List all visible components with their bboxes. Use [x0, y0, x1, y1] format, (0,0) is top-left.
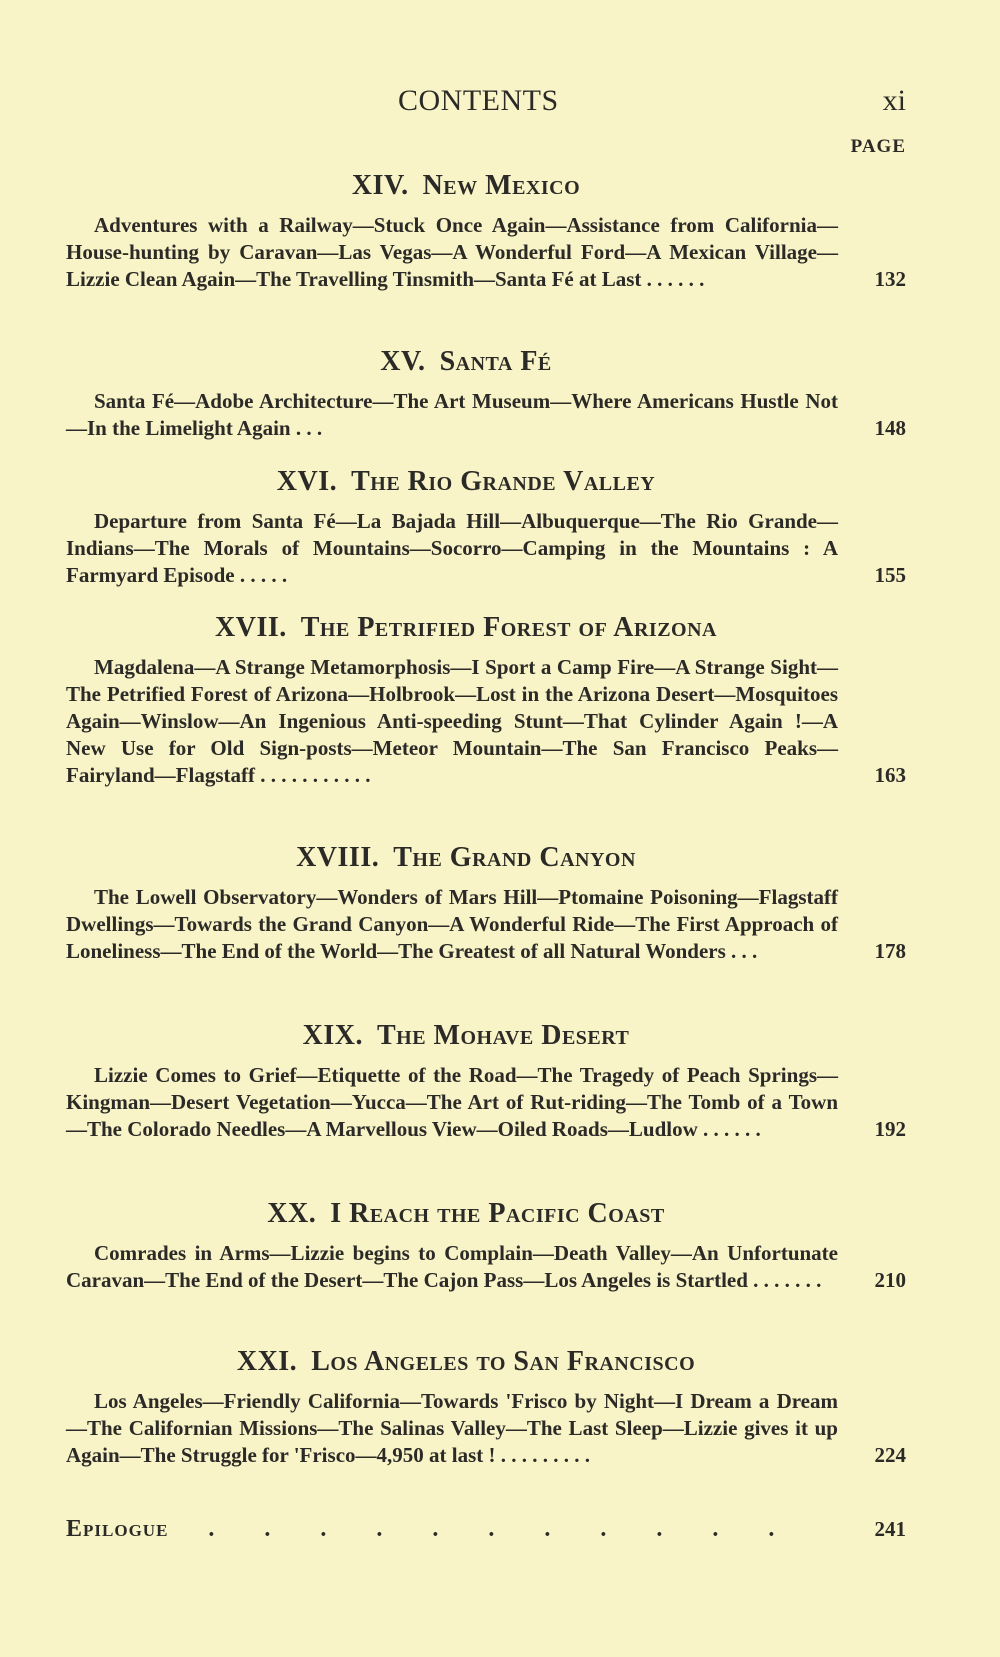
chapter-summary: Magdalena—A Strange Metamorphosis—I Sport a Camp Fire—A Strange Sight—The Petrified Forest of Arizona—Holbrook—Lost in the Arizona Desert—Mosquitoes Again—Winslow—An Ingenious Anti-speeding Stunt—That Cylinder Again !—A New Use for Old Sign-posts—Meteor Mountain—The San Francisco Peaks—Fairyland—Flagstaff . . . . . . . . . . .	[66, 655, 838, 787]
chapter-heading	[66, 612, 906, 644]
chapter-title: The Mohave Desert	[376, 1020, 630, 1051]
chapter-heading	[66, 466, 906, 498]
chapter-xiv	[66, 170, 906, 293]
chapter-xix	[66, 1020, 906, 1143]
chapter-number: XXI.	[236, 1346, 298, 1377]
chapter-title: The Petrified Forest of Arizona	[300, 612, 717, 643]
chapter-number: XV.	[380, 346, 426, 377]
page-number: 148	[874, 416, 906, 440]
chapter-number: XVII.	[215, 612, 287, 643]
chapter-title: I Reach the Pacific Coast	[330, 1198, 665, 1229]
chapter-summary: Santa Fé—Adobe Architecture—The Art Museum—Where Americans Hustle Not—In the Limelight Again . . .	[66, 389, 838, 440]
chapter-title: Santa Fé	[439, 346, 552, 377]
chapter-summary: The Lowell Observatory—Wonders of Mars Hill—Ptomaine Poisoning—Flagstaff Dwellings—Towards the Grand Canyon—A Wonderful Ride—The First Approach of Loneliness—The End of the World—The Greatest of all Natural Wonders . . .	[66, 885, 838, 963]
chapter-summary: Adventures with a Railway—Stuck Once Again—Assistance from California—House-hunting by Caravan—Las Vegas—A Wonderful Ford—A Mexican Village—Lizzie Clean Again—The Travelling Tinsmith—Santa Fé at Last . . . . . .	[66, 213, 838, 291]
chapter-heading	[66, 1020, 906, 1052]
chapter-heading	[66, 346, 906, 378]
epilogue-leader: . . . . . . . . . . .	[208, 1516, 797, 1542]
page-number: 210	[874, 1268, 906, 1292]
chapter-entry	[66, 1240, 906, 1294]
page-number: 178	[874, 939, 906, 963]
chapter-summary: Comrades in Arms—Lizzie begins to Complain—Death Valley—An Unfortunate Caravan—The End of the Desert—The Cajon Pass—Los Angeles is Startled . . . . . . .	[66, 1241, 838, 1292]
chapter-xvi	[66, 466, 906, 589]
chapter-entry	[66, 1388, 906, 1469]
chapter-heading	[66, 1198, 906, 1230]
epilogue-entry	[66, 1516, 906, 1543]
chapter-title: New Mexico	[422, 170, 581, 201]
chapter-entry	[66, 1062, 906, 1143]
page-number: 155	[874, 563, 906, 587]
chapter-number: XIX.	[302, 1020, 363, 1051]
chapter-entry	[66, 884, 906, 965]
chapter-summary: Departure from Santa Fé—La Bajada Hill—Albuquerque—The Rio Grande—Indians—The Morals of Mountains—Socorro—Camping in the Mountains : A Farmyard Episode . . . . .	[66, 509, 838, 587]
chapter-entry	[66, 654, 906, 789]
chapter-xxi	[66, 1346, 906, 1469]
chapter-number: XX.	[267, 1198, 317, 1229]
chapter-summary: Los Angeles—Friendly California—Towards 'Frisco by Night—I Dream a Dream—The Californian Missions—The Salinas Valley—The Last Sleep—Lizzie gives it up Again—The Struggle for 'Frisco—4,950 at last ! . . . . . . . . .	[66, 1389, 838, 1467]
chapter-title: Los Angeles to San Francisco	[311, 1346, 696, 1377]
page-column-label: PAGE	[850, 136, 906, 157]
chapter-xvii	[66, 612, 906, 789]
chapter-heading	[66, 842, 906, 874]
page-number: 132	[874, 267, 906, 291]
chapter-title: The Grand Canyon	[393, 842, 636, 873]
chapter-xx	[66, 1198, 906, 1294]
chapter-entry	[66, 508, 906, 589]
chapter-xviii	[66, 842, 906, 965]
chapter-entry	[66, 212, 906, 293]
running-head	[0, 84, 1000, 124]
chapter-number: XVIII.	[296, 842, 380, 873]
chapter-number: XVI.	[276, 466, 338, 497]
page-number: 241	[874, 1517, 906, 1541]
chapter-number: XIV.	[351, 170, 409, 201]
chapter-summary: Lizzie Comes to Grief—Etiquette of the Road—The Tragedy of Peach Springs—Kingman—Desert Vegetation—Yucca—The Art of Rut-riding—The Tomb of a Town—The Colorado Needles—A Marvellous View—Oiled Roads—Ludlow . . . . . .	[66, 1063, 838, 1141]
page-number: 224	[874, 1443, 906, 1467]
folio: xi	[882, 84, 906, 117]
epilogue-label: Epilogue	[66, 1516, 169, 1542]
chapter-title: The Rio Grande Valley	[351, 466, 656, 497]
chapter-entry	[66, 388, 906, 442]
chapter-heading	[66, 170, 906, 202]
chapter-xv	[66, 346, 906, 442]
chapter-heading	[66, 1346, 906, 1378]
page-number: 192	[874, 1117, 906, 1141]
page-title: CONTENTS	[398, 84, 559, 117]
page-number: 163	[874, 763, 906, 787]
